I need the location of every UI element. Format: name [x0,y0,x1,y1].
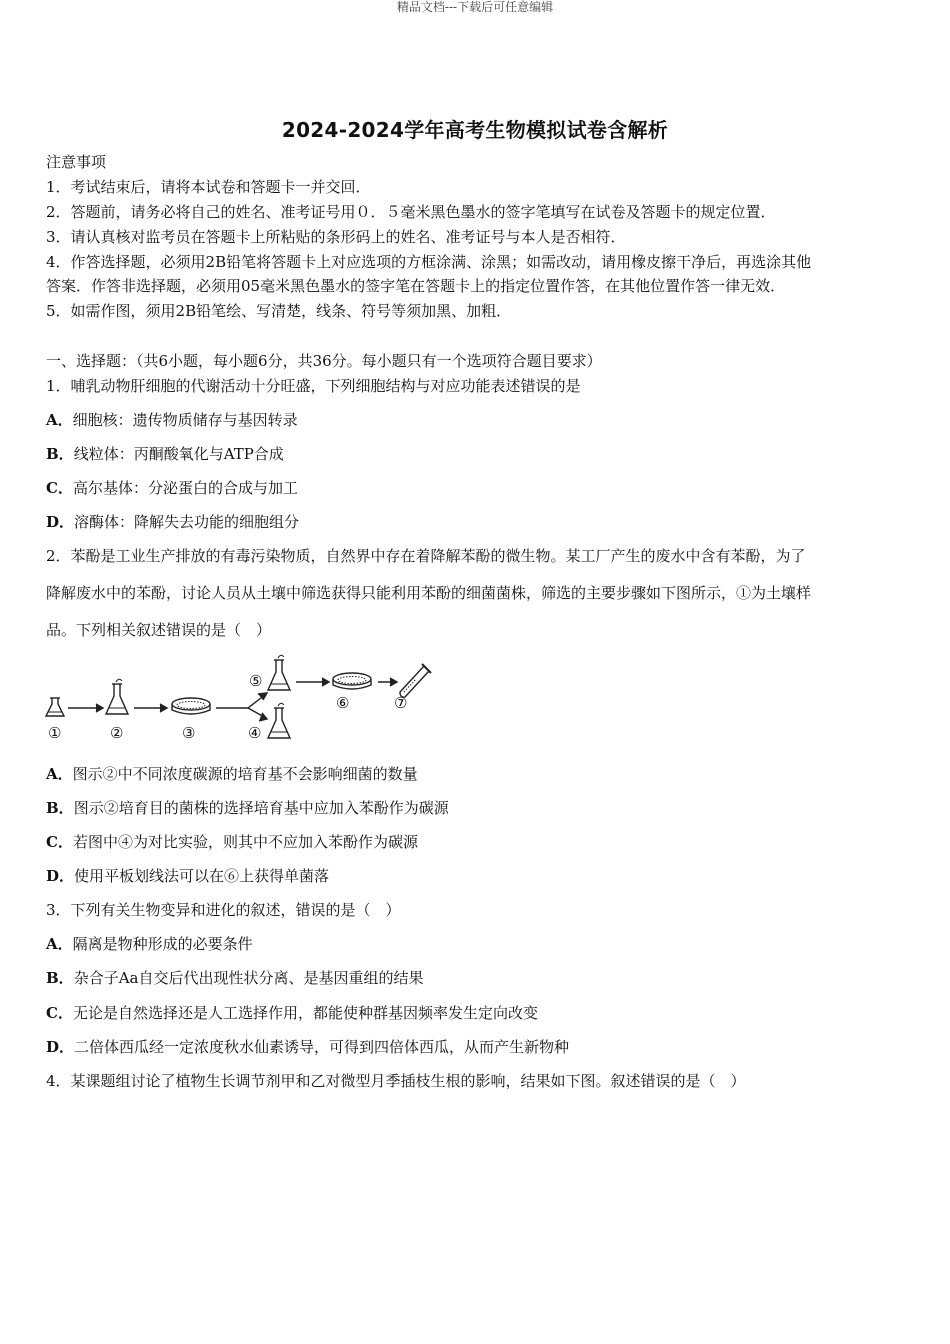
flask-icon [106,679,128,714]
option-text: 溶酶体：降解失去功能的细胞组分 [74,513,300,531]
arrow-icon [248,708,267,721]
option-text: 图示②培育目的菌株的选择培育基中应加入苯酚作为碳源 [73,799,449,817]
option-letter: A． [46,935,73,953]
option-letter: D． [46,867,75,885]
option-text: 线粒体：丙酮酸氧化与ATP合成 [73,445,284,463]
option-letter: C． [46,1004,73,1022]
option-text: 若图中④为对比实验，则其中不应加入苯酚作为碳源 [72,833,418,851]
notice-item: 5．如需作图，须用2B铅笔绘、写清楚，线条、符号等须加黑、加粗． [46,302,512,320]
arrow-icon [378,678,397,686]
notice-item: 答案．作答非选择题，必须用05毫米黑色墨水的签字笔在答题卡上的指定位置作答，在其他位置作答一律无效． [46,277,786,295]
arrow-icon [216,693,267,708]
option-letter: C． [46,833,73,851]
q1-option-d [46,512,299,532]
notice-heading: 注意事项 [46,153,107,171]
diagram-label-6: ⑥ [336,694,350,712]
diagram-label-4: ④ [248,724,262,742]
option-letter: D． [46,1038,75,1056]
q2-option-d [46,866,329,886]
q3-option-a [46,934,253,954]
flask-icon [268,703,290,738]
option-text: 无论是自然选择还是人工选择作用，都能使种群基因频率发生定向改变 [72,1004,538,1022]
q2-stem-line: 降解废水中的苯酚，讨论人员从土壤中筛选获得只能利用苯酚的细菌菌株，筛选的主要步骤如下图所示，①为土壤样 [46,584,812,602]
option-letter: B． [46,969,74,987]
option-letter: A． [46,765,73,783]
option-letter: B． [46,445,74,463]
diagram-label-1: ① [48,724,62,742]
petri-dish-icon [333,673,371,689]
q3-option-c [46,1003,538,1023]
q3-stem: 3．下列有关生物变异和进化的叙述，错误的是（ ） [46,901,401,919]
option-text: 高尔基体：分泌蛋白的合成与加工 [72,479,298,497]
test-tube-icon [400,664,431,697]
arrow-icon [134,704,167,712]
petri-dish-icon [172,698,210,714]
q3-option-b [46,968,423,988]
q3-option-d [46,1037,569,1057]
diagram-label-7: ⑦ [394,694,408,712]
page-header: 精品文档---下载后可任意编辑 [396,0,554,14]
option-text: 图示②中不同浓度碳源的培育基不会影响细菌的数量 [72,765,418,783]
notice-item: 3．请认真核对监考员在答题卡上所粘贴的条形码上的姓名、准考证号与本人是否相符． [46,228,626,246]
q1-option-b [46,444,284,464]
q2-stem-line: 2．苯酚是工业生产排放的有毒污染物质，自然界中存在着降解苯酚的微生物。某工厂产生的废水中含有苯酚，为了 [46,547,806,565]
q2-stem-line: 品。下列相关叙述错误的是（ ） [46,621,272,639]
diagram-label-5: ⑤ [249,672,263,690]
q1-option-a [46,410,298,430]
option-letter: C． [46,479,73,497]
arrow-icon [68,704,103,712]
option-text: 细胞核：遗传物质储存与基因转录 [72,411,298,429]
screening-diagram [44,652,444,748]
q2-option-b [46,798,449,818]
option-letter: A． [46,411,73,429]
notice-item: 4．作答选择题，必须用2B铅笔将答题卡上对应选项的方框涂满、涂黑；如需改动，请用橡皮擦干净后，再选涂其他 [46,253,812,271]
diagram-label-2: ② [110,724,124,742]
notice-item: 1．考试结束后，请将本试卷和答题卡一并交回． [46,178,371,196]
q4-stem: 4．某课题组讨论了植物生长调节剂甲和乙对微型月季插枝生根的影响，结果如下图。叙述错误的是（ ） [46,1072,746,1090]
flask-icon [46,698,64,716]
option-text: 使用平板划线法可以在⑥上获得单菌落 [74,867,330,885]
option-letter: D． [46,513,75,531]
q2-option-a [46,764,418,784]
flask-icon [268,655,290,690]
page-title: 2024-2024学年高考生物模拟试卷含解析 [281,118,669,142]
q1-option-c [46,478,298,498]
q1-stem: 1．哺乳动物肝细胞的代谢活动十分旺盛，下列细胞结构与对应功能表述错误的是 [46,377,581,395]
section-heading: 一、选择题：（共6小题，每小题6分，共36分。每小题只有一个选项符合题目要求） [46,352,602,370]
arrow-icon [296,678,329,686]
q2-option-c [46,832,418,852]
notice-item: 2．答题前，请务必将自己的姓名、准考证号用０．５毫米黑色墨水的签字笔填写在试卷及答题卡的规定位置． [46,203,776,221]
option-text: 杂合子Aa自交后代出现性状分离、是基因重组的结果 [73,969,424,987]
option-text: 隔离是物种形成的必要条件 [72,935,253,953]
diagram-label-3: ③ [182,724,196,742]
option-text: 二倍体西瓜经一定浓度秋水仙素诱导，可得到四倍体西瓜，从而产生新物种 [74,1038,570,1056]
option-letter: B． [46,799,74,817]
